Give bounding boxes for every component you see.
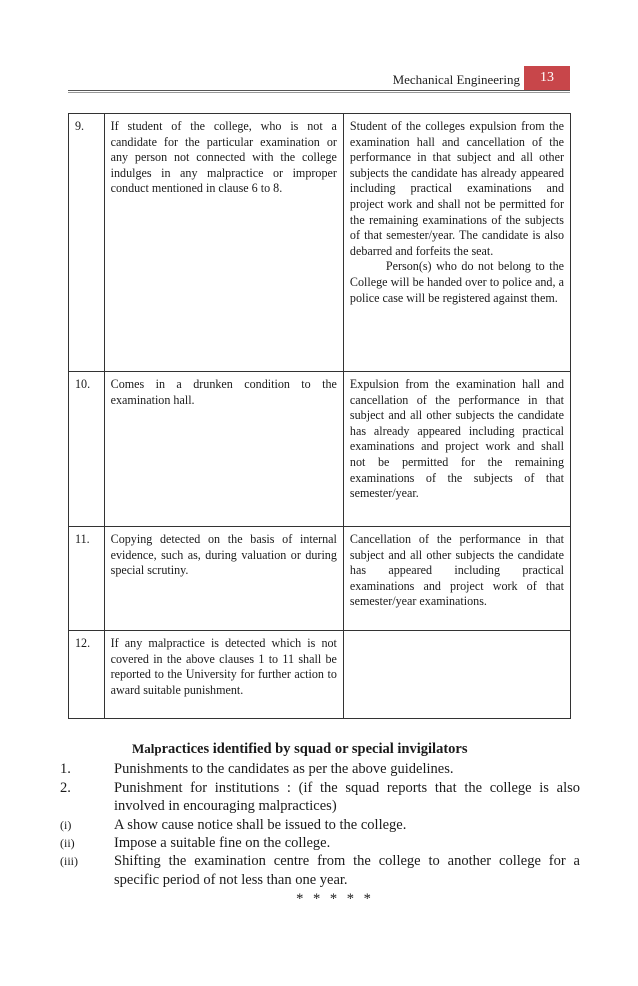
section-title-rest: ractices identified by squad or special invigilators <box>161 741 468 757</box>
punishment-cell: Expulsion from the examination hall and cancellation of the performance in that subject and all other subjects the candidate has already appeared including practical examinations and project work and shall not be permitted for the remaining examinations of the subjects of that semester/year. <box>343 372 570 527</box>
page-number-badge: 13 <box>524 66 570 90</box>
list-marker: 1. <box>60 761 71 778</box>
row-number: 9. <box>69 114 105 372</box>
list-marker: 2. <box>60 779 71 796</box>
list-item-text: Impose a suitable fine on the college. <box>114 835 331 852</box>
row-number: 11. <box>69 527 105 631</box>
list-item <box>60 760 580 778</box>
list-marker: (ii) <box>60 836 75 851</box>
malpractice-table <box>68 113 571 719</box>
section-title-lead: Malp <box>132 741 162 756</box>
table-row <box>69 527 571 631</box>
punishment-extra-text: Person(s) who do not belong to the College will be handed over to police and, a police case will be registered against them. <box>349 259 564 305</box>
offence-cell: Copying detected on the basis of internal evidence, such as, during valuation or during special scrutiny. <box>104 527 343 631</box>
page-header <box>0 66 638 92</box>
table-row <box>69 372 571 527</box>
punishment-text: Student of the colleges expulsion from the examination hall and cancellation of the performance in that subject and all other subjects the candidate has already appeared including practical examinations and project work and shall not be permitted for the remaining examinations of the subjects of that semester/year. The candidate is also debarred and forfeits the seat. <box>349 119 564 258</box>
punishment-cell <box>343 631 570 719</box>
list-item <box>60 779 580 816</box>
offence-cell: If student of the college, who is not a candidate for the particular examination or any person not connected with the college indulges in any malpractice or improper conduct mentioned in clause 6 to 8. <box>104 114 343 372</box>
header-rule-secondary <box>68 92 570 93</box>
list-item-text: A show cause notice shall be issued to the college. <box>114 816 407 833</box>
header-rule <box>68 90 570 91</box>
punishment-cell <box>343 114 570 372</box>
section-title <box>60 740 580 758</box>
list-item <box>60 816 580 834</box>
list-marker: (iii) <box>60 854 78 869</box>
punishment-cell: Cancellation of the performance in that subject and all other subjects the candidate has appeared including practical examinations and project work of that semester/year examinations. <box>343 527 570 631</box>
row-number: 12. <box>69 631 105 719</box>
offence-cell: Comes in a drunken condition to the examination hall. <box>104 372 343 527</box>
table-row <box>69 114 571 372</box>
squad-malpractices-section <box>60 740 580 909</box>
list-item <box>60 834 580 852</box>
offence-cell: If any malpractice is detected which is not covered in the above clauses 1 to 11 shall be reported to the University for further action to award suitable punishment. <box>104 631 343 719</box>
row-number: 10. <box>69 372 105 527</box>
list-item-text: Shifting the examination centre from the college to another college for a specific period of not less than one year. <box>114 853 580 888</box>
end-of-section-mark: * * * * * <box>296 891 374 908</box>
table-row <box>69 631 571 719</box>
list-item-text: Punishment for institutions : (if the squad reports that the college is also involved in encouraging malpractices) <box>114 779 580 815</box>
list-marker: (i) <box>60 817 72 832</box>
header-title: Mechanical Engineering <box>392 72 520 87</box>
list-item <box>60 852 580 889</box>
list-item-text: Punishments to the candidates as per the above guidelines. <box>114 761 454 778</box>
